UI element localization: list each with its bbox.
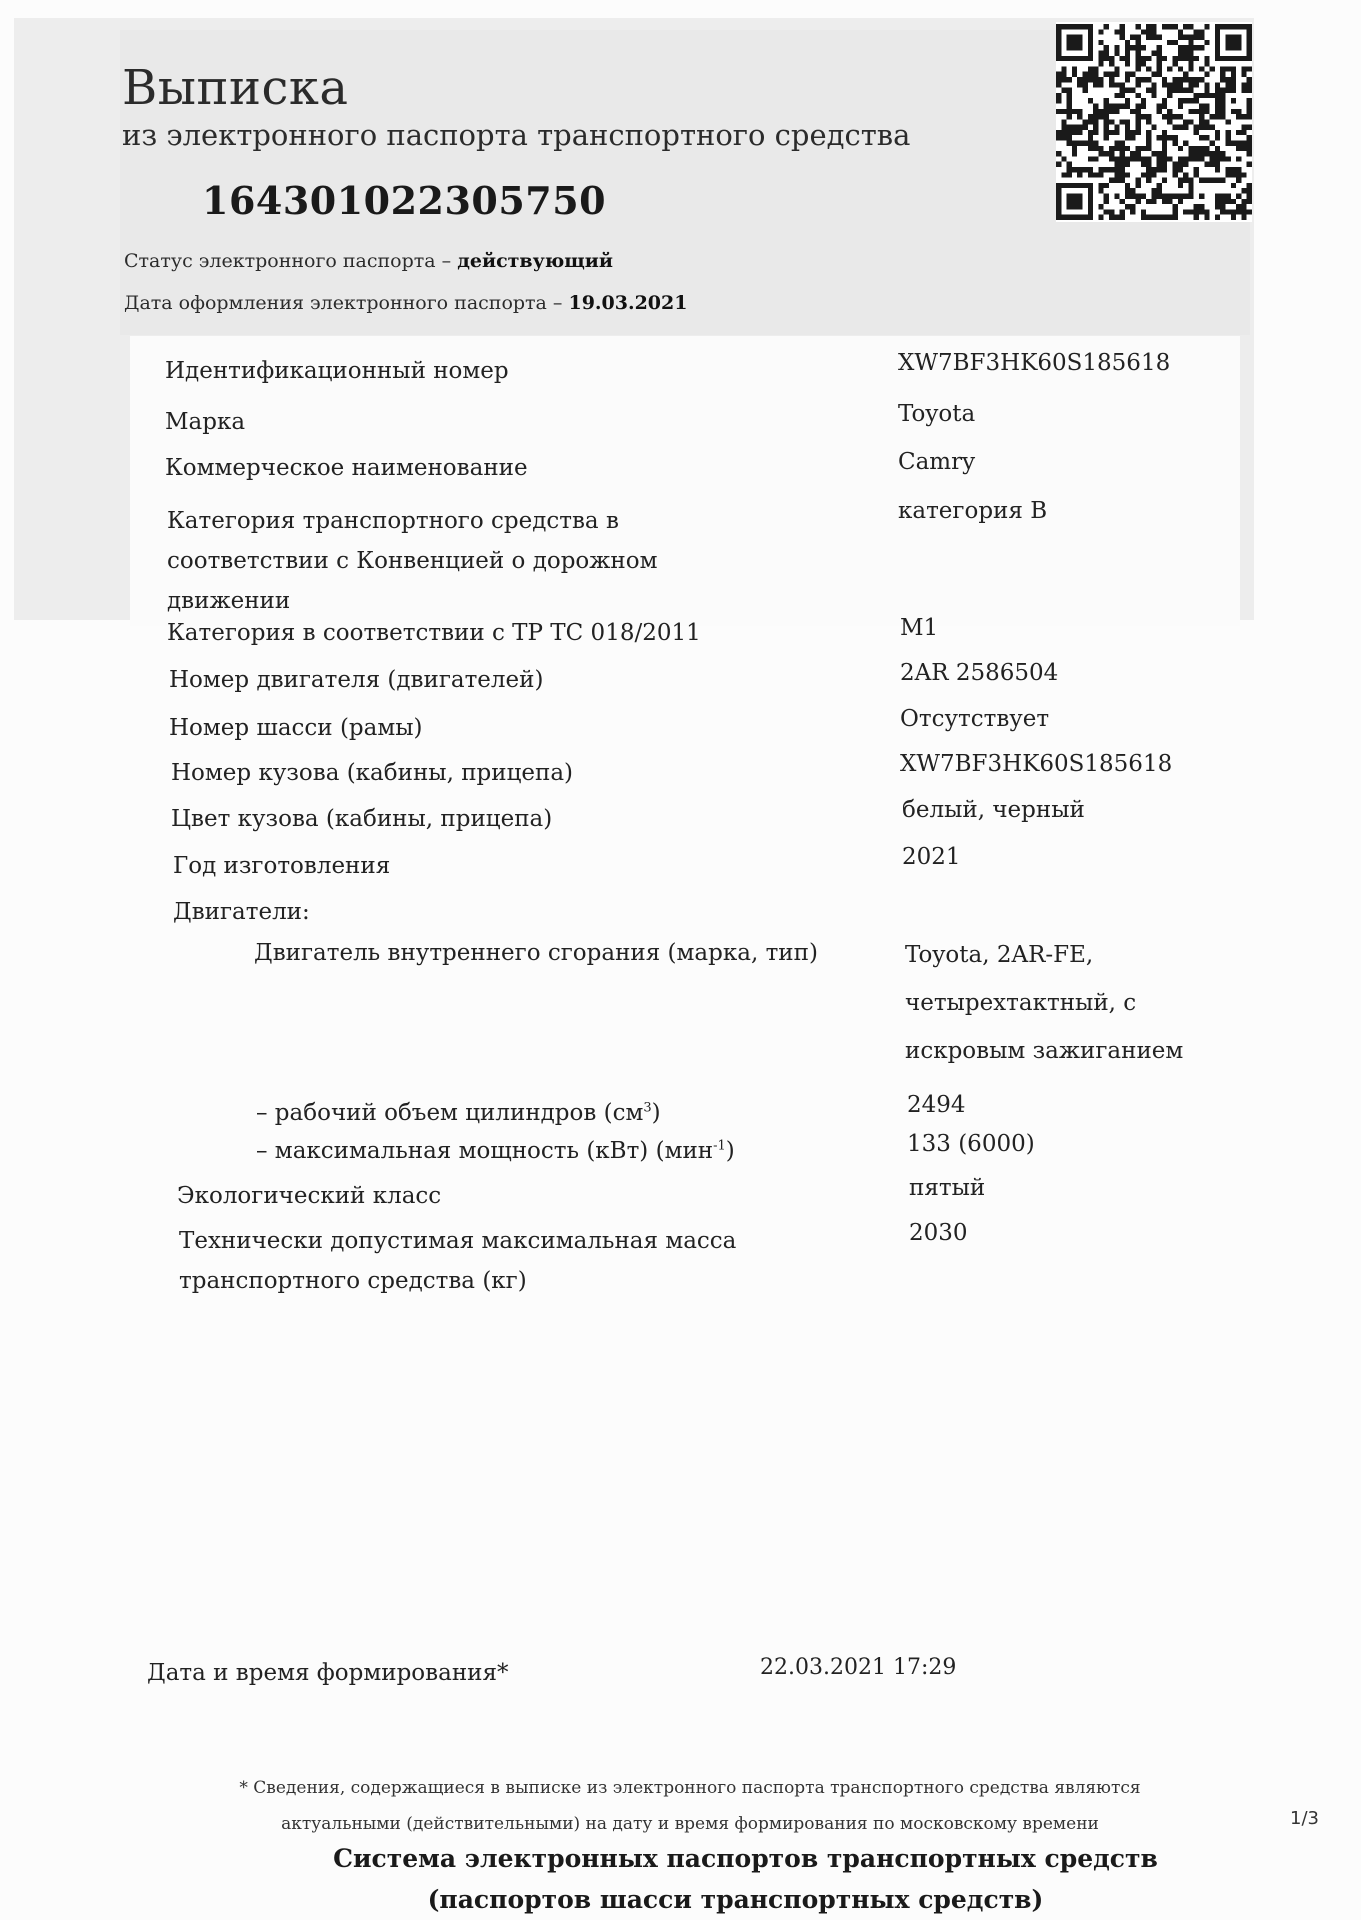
footnote-line: актуальными (действительными) на дату и время формирования по московскому времени xyxy=(281,1814,1099,1834)
label-category-convention-line: Категория транспортного средства в xyxy=(167,508,619,534)
label-body-number: Номер кузова (кабины, прицепа) xyxy=(171,760,574,786)
label-make: Марка xyxy=(165,409,246,435)
generation-date-value: 22.03.2021 17:29 xyxy=(760,1655,957,1680)
value-power: 133 (6000) xyxy=(907,1131,1035,1157)
superscript-minus-1: -1 xyxy=(713,1138,726,1154)
issue-date-label: Дата оформления электронного паспорта – xyxy=(124,292,569,314)
value-category-tr: M1 xyxy=(900,615,939,641)
label-engine-number: Номер двигателя (двигателей) xyxy=(169,667,544,693)
label-body-color: Цвет кузова (кабины, прицепа) xyxy=(171,806,553,832)
passport-number: 164301022305750 xyxy=(202,178,607,223)
label-category-tr: Категория в соответствии с ТР ТС 018/2011 xyxy=(167,620,701,646)
page-number: 1/3 xyxy=(1290,1808,1319,1829)
label-year: Год изготовления xyxy=(173,853,391,879)
status-line xyxy=(124,250,613,272)
document-subtitle: из электронного паспорта транспортного средства xyxy=(122,118,911,152)
label-displacement-text: – рабочий объем цилиндров (см xyxy=(256,1100,644,1126)
value-chassis: Отсутствует xyxy=(900,706,1050,732)
value-ice-line: Toyota, 2AR-FE, xyxy=(905,942,1094,968)
value-ice-line: четырехтактный, с xyxy=(905,990,1137,1016)
label-category-convention xyxy=(167,501,787,621)
system-name-line-1: Система электронных паспортов транспортных средств xyxy=(333,1844,1158,1873)
label-max-mass xyxy=(179,1221,799,1301)
footnote xyxy=(150,1770,1230,1842)
value-displacement: 2494 xyxy=(907,1092,966,1118)
qr-code-icon xyxy=(1056,22,1252,222)
value-year: 2021 xyxy=(902,844,961,870)
generation-date-label: Дата и время формирования* xyxy=(147,1660,509,1686)
closing-paren: ) xyxy=(725,1138,735,1164)
value-body-number: XW7BF3HK60S185618 xyxy=(900,751,1173,777)
value-eco-class: пятый xyxy=(909,1175,986,1201)
value-model: Camry xyxy=(898,449,976,475)
label-model: Коммерческое наименование xyxy=(165,455,528,481)
label-max-mass-line: транспортного средства (кг) xyxy=(179,1268,527,1294)
label-power xyxy=(256,1132,876,1170)
superscript-3: 3 xyxy=(643,1100,652,1116)
issue-date-value: 19.03.2021 xyxy=(568,292,688,314)
value-engine-number: 2AR 2586504 xyxy=(900,660,1059,686)
label-ice: Двигатель внутреннего сгорания (марка, тип) xyxy=(254,940,818,966)
value-category-convention: категория B xyxy=(898,498,1048,524)
status-value: действующий xyxy=(457,250,613,272)
value-body-color: белый, черный xyxy=(902,797,1085,823)
label-eco-class: Экологический класс xyxy=(177,1183,442,1209)
label-displacement xyxy=(256,1094,876,1132)
label-chassis: Номер шасси (рамы) xyxy=(169,715,423,741)
system-name-line-2: (паспортов шасси транспортных средств) xyxy=(427,1885,1044,1914)
value-make: Toyota xyxy=(898,401,976,427)
label-max-mass-line: Технически допустимая максимальная масса xyxy=(179,1228,737,1254)
label-engines: Двигатели: xyxy=(173,899,310,925)
label-category-convention-line: движении xyxy=(167,588,291,614)
document-title: Выписка xyxy=(122,60,349,116)
footnote-line: * Сведения, содержащиеся в выписке из электронного паспорта транспортного средства являются xyxy=(239,1778,1141,1798)
value-max-mass: 2030 xyxy=(909,1220,968,1246)
value-ice xyxy=(905,931,1225,1075)
label-vin: Идентификационный номер xyxy=(165,358,509,384)
label-power-text: – максимальная мощность (кВт) (мин xyxy=(256,1138,714,1164)
closing-paren: ) xyxy=(651,1100,661,1126)
value-ice-line: искровым зажиганием xyxy=(905,1038,1184,1064)
status-label: Статус электронного паспорта – xyxy=(124,250,458,272)
issue-date-line xyxy=(124,292,687,314)
value-vin: XW7BF3HK60S185618 xyxy=(898,350,1171,376)
label-category-convention-line: соответствии с Конвенцией о дорожном xyxy=(167,548,658,574)
